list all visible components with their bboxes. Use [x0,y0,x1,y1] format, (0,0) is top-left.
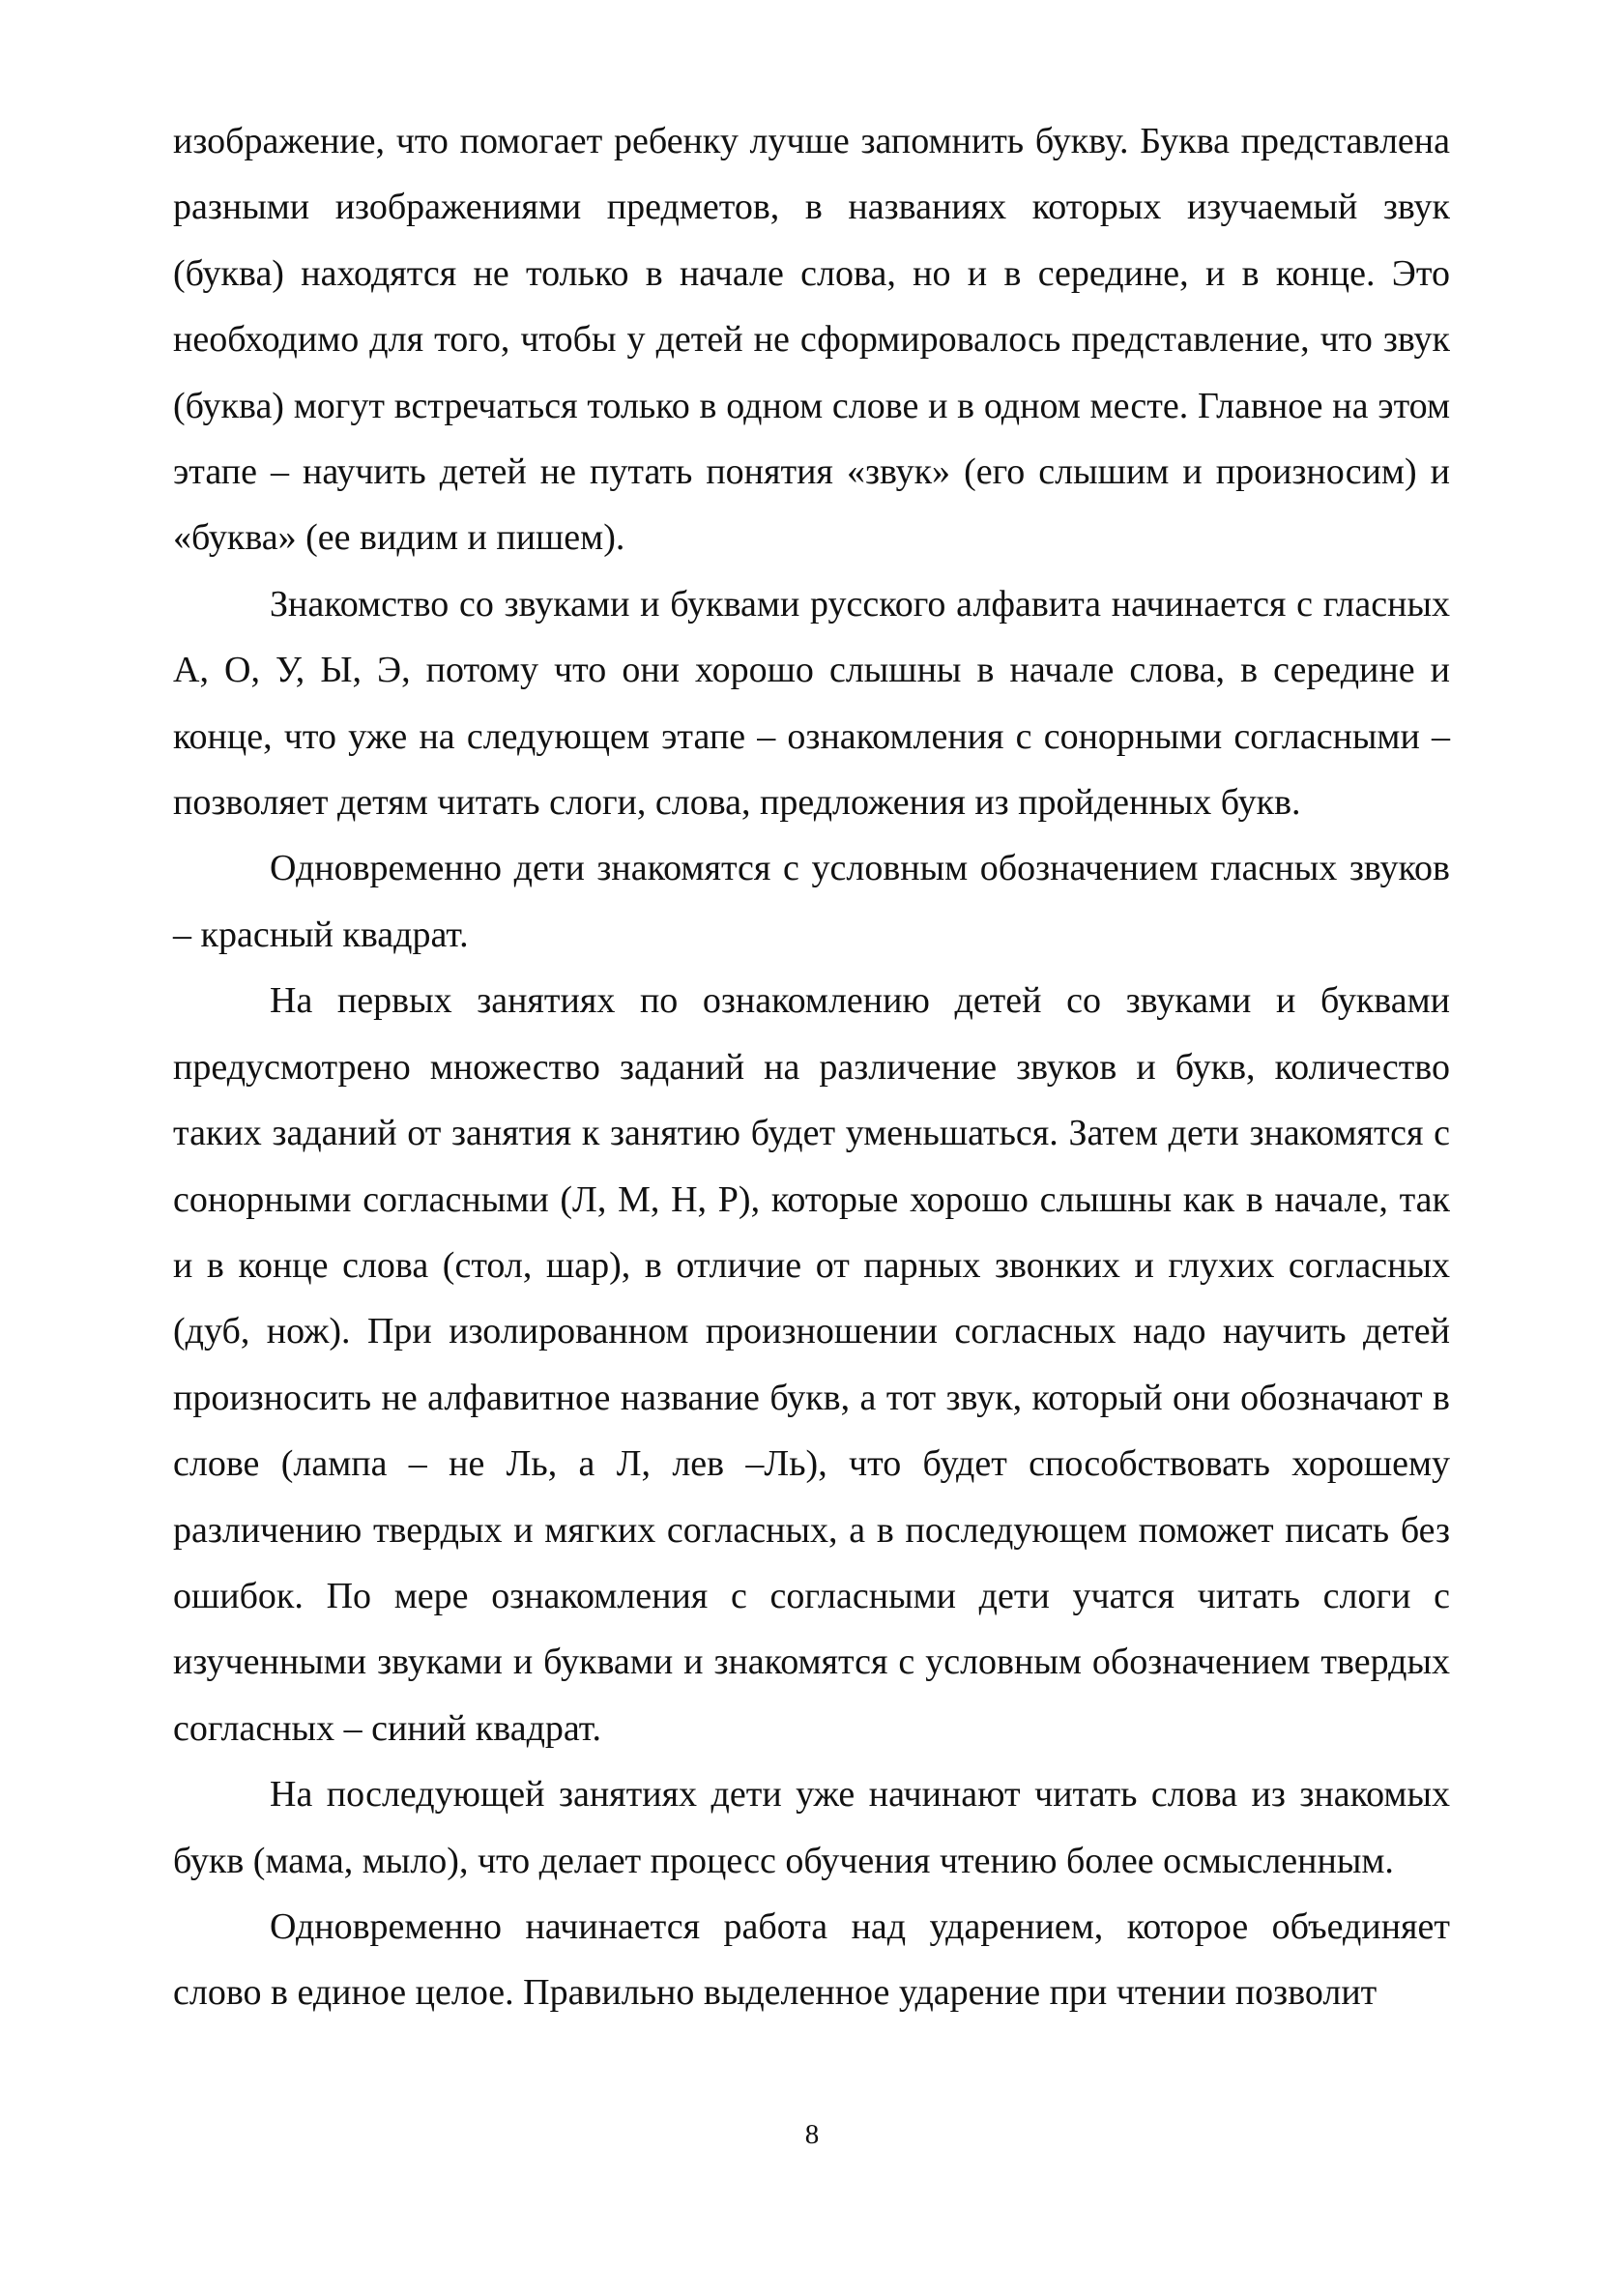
paragraph-consonants: На первых занятиях по ознакомлению детей со звуками и буквами предусмотрено множество заданий на различение звуков и букв, количество таких заданий от занятия к занятию будет уменьшаться. Затем дети знакомятся с сонорными согласными (Л, М, Н, Р), которые хорошо слышны как в начале, так и в конце слова (стол, шар), в отличие от парных звонких и глухих согласных (дуб, нож). При изолированном произношении согласных надо научить детей произносить не алфавитное название букв, а тот звук, который они обозначают в слове (лампа – не Ль, а Л, лев –Ль), что будет способствовать хорошему различению твердых и мягких согласных, а в последующем поможет писать без ошибок. По мере ознакомления с согласными дети учатся читать слоги с изученными звуками и буквами и знакомятся с условным обозначением твердых согласных – синий квадрат. [173,980,1450,1749]
paragraph-stress: Одновременно начинается работа над ударением, которое объединяет слово в единое целое. Правильно выделенное ударение при чтении позволит [173,1905,1450,2014]
body-text [173,108,1450,2026]
paragraph-continuation: изображение, что помогает ребенку лучше запомнить букву. Буква представлена разными изображениями предметов, в названиях которых изучаемый звук (буква) находятся не только в начале слова, но и в середине, и в конце. Это необходимо для того, чтобы у детей не сформировалось представление, что звук (буква) могут встречаться только в одном слове и в одном месте. Главное на этом этапе – научить детей не путать понятия «звук» (его слышим и произносим) и «буква» (ее видим и пишем). [173,121,1450,559]
paragraph-vowel-symbol: Одновременно дети знакомятся с условным обозначением гласных звуков – красный квадрат. [173,848,1450,955]
paragraph-vowels: Знакомство со звуками и буквами русского алфавита начинается с гласных А, О, У, Ы, Э, потому что они хорошо слышны в начале слова, в середине и конце, что уже на следующем этапе – ознакомления с сонорными согласными – позволяет детям читать слоги, слова, предложения из пройденных букв. [173,583,1450,824]
paragraph-reading-words: На последующей занятиях дети уже начинают читать слова из знакомых букв (мама, мыло), что делает процесс обучения чтению более осмысленным. [173,1774,1450,1881]
page-number: 8 [804,2119,820,2150]
